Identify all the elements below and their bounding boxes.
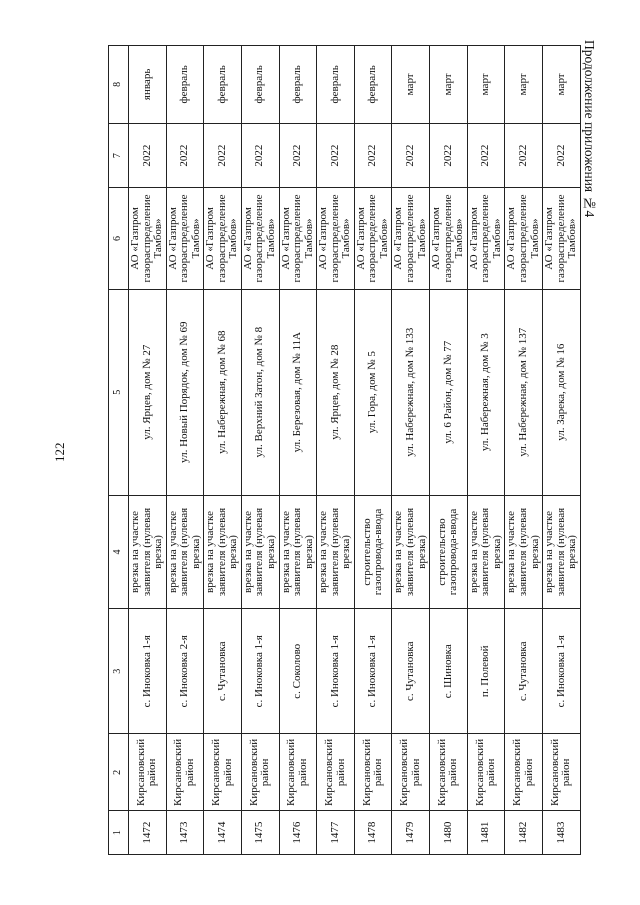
cell-year: 2022	[279, 123, 317, 188]
cell-organization: АО «Газпром газораспределение Тамбов»	[166, 188, 204, 289]
appendix-caption: Продолжение приложения №4	[582, 40, 597, 218]
cell-row-number: 1473	[166, 811, 204, 855]
table-row	[467, 46, 505, 855]
cell-organization: АО «Газпром газораспределение Тамбов»	[392, 188, 430, 289]
cell-settlement: с. Иноковка 1-я	[543, 609, 581, 734]
cell-settlement: с. Иноковка 1-я	[317, 609, 355, 734]
cell-year: 2022	[354, 123, 392, 188]
cell-work-type: врезка на участке заявителя (нулевая врезка)	[129, 495, 167, 608]
column-header-1: 1	[109, 811, 129, 855]
cell-organization: АО «Газпром газораспределение Тамбов»	[317, 188, 355, 289]
table-row	[317, 46, 355, 855]
cell-address: ул. Набережная, дом № 133	[392, 289, 430, 495]
header-row	[109, 46, 129, 855]
cell-address: ул. Верхний Затон, дом № 8	[241, 289, 279, 495]
table-row	[241, 46, 279, 855]
cell-work-type: врезка на участке заявителя (нулевая врезка)	[505, 495, 543, 608]
table-row	[392, 46, 430, 855]
cell-year: 2022	[166, 123, 204, 188]
cell-month: февраль	[166, 46, 204, 124]
cell-year: 2022	[543, 123, 581, 188]
cell-address: ул. Зарека, дом № 16	[543, 289, 581, 495]
cell-district: Кирсановский район	[543, 734, 581, 811]
cell-month: февраль	[279, 46, 317, 124]
column-header-8: 8	[109, 46, 129, 124]
cell-row-number: 1480	[430, 811, 468, 855]
cell-work-type: врезка на участке заявителя (нулевая врезка)	[543, 495, 581, 608]
cell-month: март	[467, 46, 505, 124]
cell-row-number: 1483	[543, 811, 581, 855]
cell-settlement: с. Соколово	[279, 609, 317, 734]
cell-row-number: 1477	[317, 811, 355, 855]
table-row	[543, 46, 581, 855]
table-row	[129, 46, 167, 855]
cell-work-type: строительство газопровода-ввода	[430, 495, 468, 608]
table-row	[430, 46, 468, 855]
rotated-table-container	[108, 45, 579, 855]
table-row	[505, 46, 543, 855]
cell-organization: АО «Газпром газораспределение Тамбов»	[430, 188, 468, 289]
cell-year: 2022	[430, 123, 468, 188]
table-row	[354, 46, 392, 855]
cell-month: январь	[129, 46, 167, 124]
column-header-7: 7	[109, 123, 129, 188]
column-header-3: 3	[109, 609, 129, 734]
cell-year: 2022	[392, 123, 430, 188]
cell-row-number: 1479	[392, 811, 430, 855]
cell-settlement: с. Чутановка	[505, 609, 543, 734]
column-header-4: 4	[109, 495, 129, 608]
column-header-2: 2	[109, 734, 129, 811]
cell-work-type: врезка на участке заявителя (нулевая врезка)	[392, 495, 430, 608]
cell-settlement: с. Шиновка	[430, 609, 468, 734]
gas-connection-table	[108, 45, 581, 855]
cell-address: ул. Набережная, дом № 3	[467, 289, 505, 495]
cell-work-type: врезка на участке заявителя (нулевая врезка)	[241, 495, 279, 608]
column-header-6: 6	[109, 188, 129, 289]
cell-month: март	[543, 46, 581, 124]
cell-month: февраль	[354, 46, 392, 124]
cell-settlement: с. Иноковка 2-я	[166, 609, 204, 734]
cell-district: Кирсановский район	[166, 734, 204, 811]
cell-settlement: с. Чутановка	[392, 609, 430, 734]
cell-work-type: врезка на участке заявителя (нулевая врезка)	[204, 495, 242, 608]
page-number: 122	[52, 442, 67, 462]
cell-organization: АО «Газпром газораспределение Тамбов»	[354, 188, 392, 289]
cell-district: Кирсановский район	[505, 734, 543, 811]
cell-district: Кирсановский район	[317, 734, 355, 811]
cell-address: ул. Новый Порядок, дом № 69	[166, 289, 204, 495]
cell-organization: АО «Газпром газораспределение Тамбов»	[129, 188, 167, 289]
cell-district: Кирсановский район	[279, 734, 317, 811]
cell-organization: АО «Газпром газораспределение Тамбов»	[505, 188, 543, 289]
cell-month: март	[430, 46, 468, 124]
cell-address: ул. 6 Район, дом № 77	[430, 289, 468, 495]
cell-district: Кирсановский район	[467, 734, 505, 811]
cell-month: февраль	[241, 46, 279, 124]
cell-work-type: врезка на участке заявителя (нулевая врезка)	[467, 495, 505, 608]
cell-year: 2022	[317, 123, 355, 188]
cell-row-number: 1475	[241, 811, 279, 855]
cell-work-type: врезка на участке заявителя (нулевая врезка)	[166, 495, 204, 608]
cell-row-number: 1472	[129, 811, 167, 855]
cell-year: 2022	[467, 123, 505, 188]
cell-district: Кирсановский район	[392, 734, 430, 811]
cell-year: 2022	[204, 123, 242, 188]
cell-row-number: 1476	[279, 811, 317, 855]
cell-address: ул. Набережная, дом № 137	[505, 289, 543, 495]
cell-organization: АО «Газпром газораспределение Тамбов»	[241, 188, 279, 289]
cell-work-type: строительство газопровода-ввода	[354, 495, 392, 608]
cell-district: Кирсановский район	[354, 734, 392, 811]
cell-month: март	[392, 46, 430, 124]
cell-row-number: 1482	[505, 811, 543, 855]
table-body	[129, 46, 581, 855]
column-header-5: 5	[109, 289, 129, 495]
cell-year: 2022	[241, 123, 279, 188]
cell-work-type: врезка на участке заявителя (нулевая врезка)	[317, 495, 355, 608]
cell-district: Кирсановский район	[241, 734, 279, 811]
cell-address: ул. Ярцев, дом № 28	[317, 289, 355, 495]
table-row	[279, 46, 317, 855]
cell-district: Кирсановский район	[129, 734, 167, 811]
cell-settlement: с. Иноковка 1-я	[129, 609, 167, 734]
cell-month: февраль	[317, 46, 355, 124]
cell-settlement: с. Чутановка	[204, 609, 242, 734]
cell-address: ул. Березовая, дом № 11А	[279, 289, 317, 495]
cell-organization: АО «Газпром газораспределение Тамбов»	[467, 188, 505, 289]
cell-row-number: 1478	[354, 811, 392, 855]
cell-year: 2022	[505, 123, 543, 188]
table-row	[204, 46, 242, 855]
cell-address: ул. Набережная, дом № 68	[204, 289, 242, 495]
cell-district: Кирсановский район	[430, 734, 468, 811]
cell-settlement: с. Иноковка 1-я	[354, 609, 392, 734]
cell-month: февраль	[204, 46, 242, 124]
cell-address: ул. Ярцев, дом № 27	[129, 289, 167, 495]
cell-row-number: 1474	[204, 811, 242, 855]
cell-row-number: 1481	[467, 811, 505, 855]
cell-month: март	[505, 46, 543, 124]
cell-district: Кирсановский район	[204, 734, 242, 811]
cell-organization: АО «Газпром газораспределение Тамбов»	[279, 188, 317, 289]
cell-address: ул. Гора, дом № 5	[354, 289, 392, 495]
cell-work-type: врезка на участке заявителя (нулевая врезка)	[279, 495, 317, 608]
cell-settlement: п. Полевой	[467, 609, 505, 734]
table-row	[166, 46, 204, 855]
cell-year: 2022	[129, 123, 167, 188]
cell-settlement: с. Иноковка 1-я	[241, 609, 279, 734]
cell-organization: АО «Газпром газораспределение Тамбов»	[204, 188, 242, 289]
cell-organization: АО «Газпром газораспределение Тамбов»	[543, 188, 581, 289]
